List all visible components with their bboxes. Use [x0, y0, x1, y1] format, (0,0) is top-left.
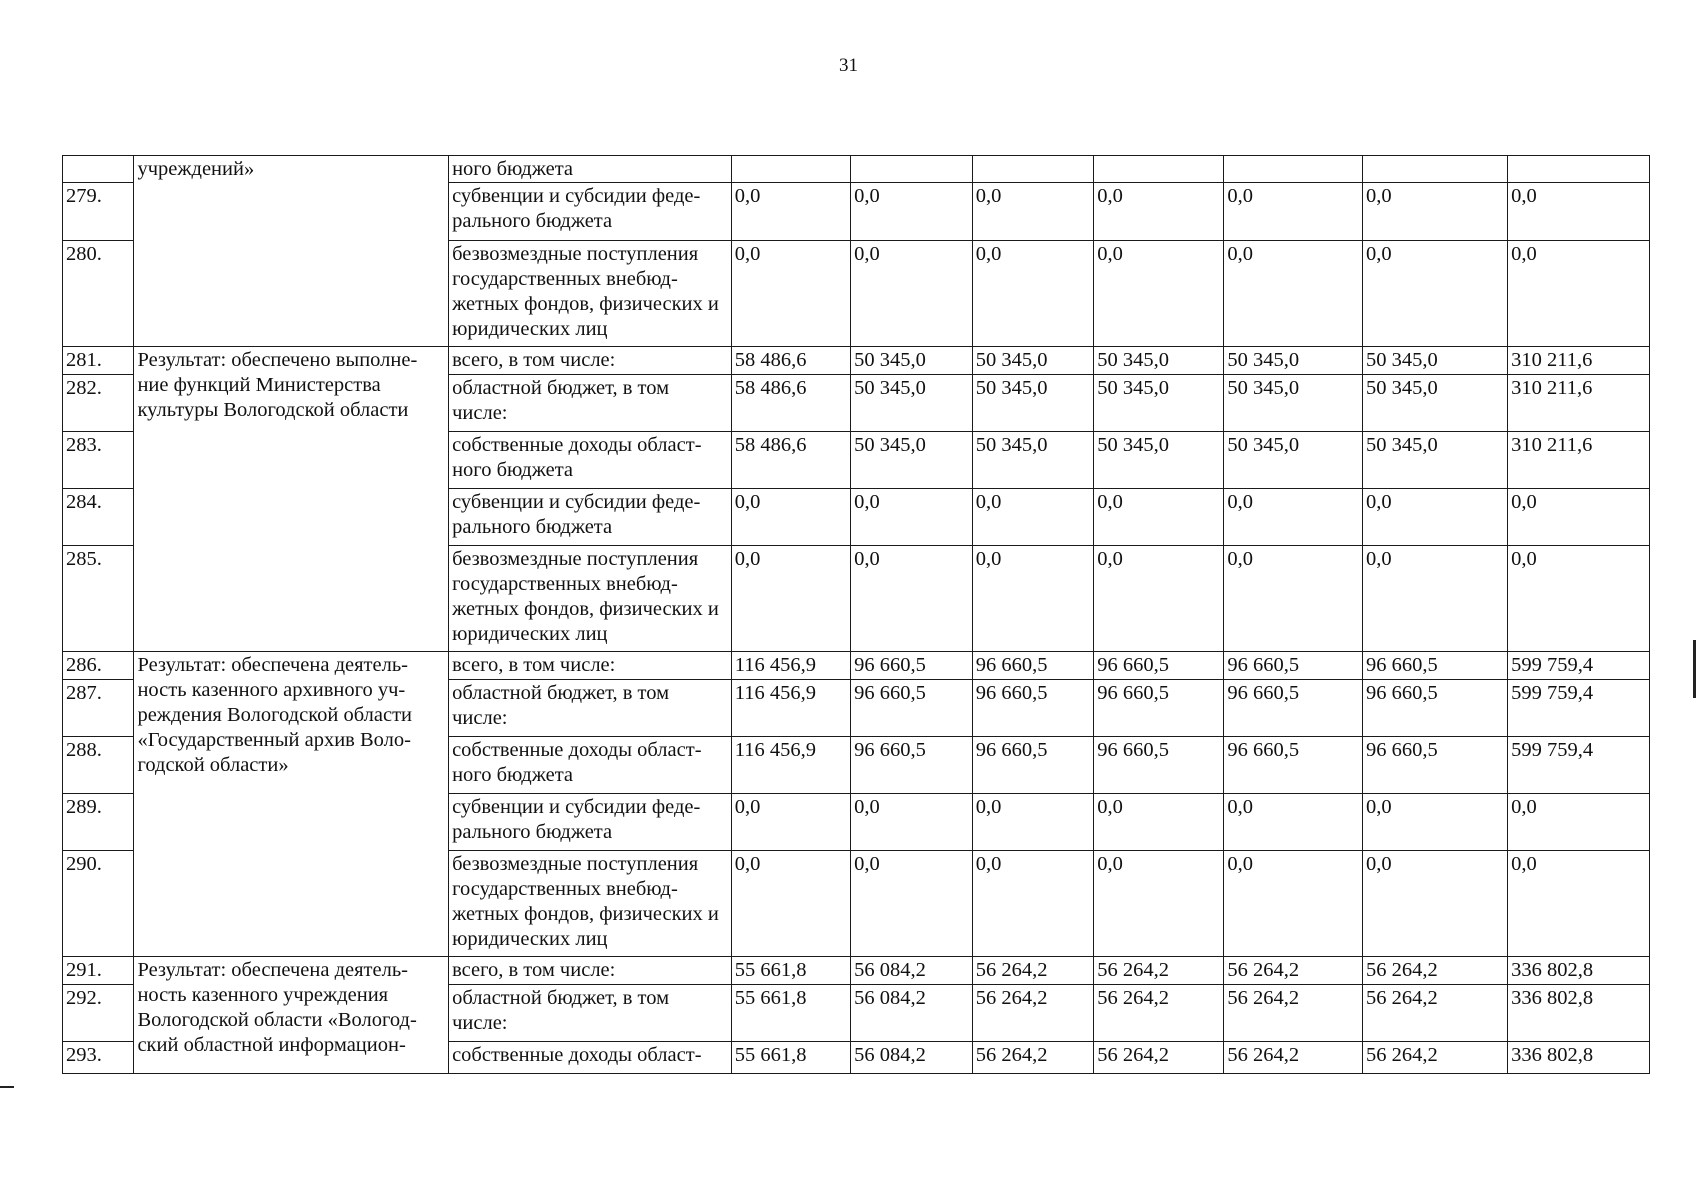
value-cell: 0,0	[1224, 546, 1363, 652]
value-cell: 56 264,2	[1363, 1042, 1508, 1074]
value-cell: 50 345,0	[1094, 375, 1224, 432]
budget-table	[62, 155, 1650, 1074]
value-cell: 56 084,2	[851, 957, 973, 985]
value-cell: 50 345,0	[1224, 347, 1363, 375]
row-number: 279.	[63, 183, 134, 241]
indicator-cell: безвозмездные поступления государственных внебюд-жетных фондов, физических и юридических лиц	[449, 241, 732, 347]
value-cell: 0,0	[1363, 183, 1508, 241]
value-cell: 96 660,5	[1363, 737, 1508, 794]
result-description: Результат: обеспечено выполне-ние функций Министерства культуры Вологодской области	[134, 347, 449, 652]
value-cell: 96 660,5	[851, 652, 973, 680]
value-cell: 56 264,2	[972, 1042, 1094, 1074]
value-cell: 0,0	[1094, 794, 1224, 851]
table-row	[63, 347, 1650, 375]
indicator-cell: областной бюджет, в том числе:	[449, 680, 732, 737]
value-cell: 116 456,9	[731, 737, 850, 794]
result-description: Результат: обеспечена деятель-ность казенного учреждения Вологодской области «Вологод-ский областной информацион-	[134, 957, 449, 1074]
value-cell: 0,0	[972, 241, 1094, 347]
value-cell: 0,0	[972, 183, 1094, 241]
value-cell: 0,0	[1363, 241, 1508, 347]
value-cell: 0,0	[731, 183, 850, 241]
value-cell: 0,0	[1363, 546, 1508, 652]
value-cell	[1363, 156, 1508, 183]
indicator-cell: собственные доходы област-ного бюджета	[449, 432, 732, 489]
value-cell: 599 759,4	[1508, 680, 1650, 737]
value-cell: 0,0	[1094, 183, 1224, 241]
value-cell: 0,0	[972, 794, 1094, 851]
value-cell: 96 660,5	[1363, 652, 1508, 680]
value-cell	[1224, 156, 1363, 183]
value-cell: 56 084,2	[851, 985, 973, 1042]
value-cell: 0,0	[1224, 851, 1363, 957]
value-cell: 0,0	[731, 794, 850, 851]
value-cell: 0,0	[1508, 183, 1650, 241]
row-number: 288.	[63, 737, 134, 794]
row-number: 293.	[63, 1042, 134, 1074]
indicator-cell: областной бюджет, в том числе:	[449, 985, 732, 1042]
value-cell: 0,0	[1363, 794, 1508, 851]
value-cell: 96 660,5	[1363, 680, 1508, 737]
row-number: 292.	[63, 985, 134, 1042]
row-number: 289.	[63, 794, 134, 851]
value-cell: 96 660,5	[851, 680, 973, 737]
row-number	[63, 156, 134, 183]
table-row	[63, 156, 1650, 183]
table-row	[63, 957, 1650, 985]
value-cell: 0,0	[972, 489, 1094, 546]
value-cell: 56 264,2	[972, 985, 1094, 1042]
value-cell: 0,0	[1224, 183, 1363, 241]
value-cell: 96 660,5	[1224, 737, 1363, 794]
value-cell: 599 759,4	[1508, 652, 1650, 680]
value-cell	[851, 156, 973, 183]
value-cell: 0,0	[1094, 851, 1224, 957]
value-cell: 0,0	[972, 851, 1094, 957]
result-description: Результат: обеспечена деятель-ность казенного архивного уч-реждения Вологодской области «Государственный архив Воло-годской области»	[134, 652, 449, 957]
indicator-cell: всего, в том числе:	[449, 957, 732, 985]
value-cell: 0,0	[1508, 794, 1650, 851]
value-cell: 58 486,6	[731, 375, 850, 432]
value-cell: 0,0	[1508, 489, 1650, 546]
value-cell: 336 802,8	[1508, 985, 1650, 1042]
value-cell: 599 759,4	[1508, 737, 1650, 794]
value-cell: 50 345,0	[972, 347, 1094, 375]
value-cell: 0,0	[1094, 489, 1224, 546]
value-cell: 116 456,9	[731, 652, 850, 680]
indicator-cell: собственные доходы област-ного бюджета	[449, 737, 732, 794]
value-cell: 0,0	[851, 489, 973, 546]
value-cell: 0,0	[731, 489, 850, 546]
value-cell: 96 660,5	[1224, 680, 1363, 737]
value-cell: 50 345,0	[1094, 347, 1224, 375]
value-cell: 58 486,6	[731, 432, 850, 489]
row-number: 290.	[63, 851, 134, 957]
indicator-cell: всего, в том числе:	[449, 652, 732, 680]
value-cell: 310 211,6	[1508, 432, 1650, 489]
value-cell: 96 660,5	[1094, 652, 1224, 680]
indicator-cell: собственные доходы област-	[449, 1042, 732, 1074]
value-cell: 50 345,0	[972, 375, 1094, 432]
value-cell: 0,0	[1224, 794, 1363, 851]
value-cell: 56 264,2	[1224, 985, 1363, 1042]
value-cell: 96 660,5	[972, 680, 1094, 737]
value-cell: 56 084,2	[851, 1042, 973, 1074]
value-cell: 50 345,0	[1094, 432, 1224, 489]
indicator-cell: субвенции и субсидии феде-ральнoго бюджета	[449, 183, 732, 241]
row-number: 287.	[63, 680, 134, 737]
value-cell: 0,0	[1508, 851, 1650, 957]
value-cell: 55 661,8	[731, 1042, 850, 1074]
value-cell: 56 264,2	[1094, 1042, 1224, 1074]
indicator-cell: безвозмездные поступления государственных внебюд-жетных фондов, физических и юридических лиц	[449, 546, 732, 652]
value-cell: 55 661,8	[731, 985, 850, 1042]
value-cell: 0,0	[1508, 546, 1650, 652]
value-cell: 0,0	[851, 851, 973, 957]
table-row	[63, 652, 1650, 680]
indicator-cell: всего, в том числе:	[449, 347, 732, 375]
value-cell: 0,0	[731, 241, 850, 347]
value-cell: 336 802,8	[1508, 1042, 1650, 1074]
indicator-cell: областной бюджет, в том числе:	[449, 375, 732, 432]
value-cell: 0,0	[972, 546, 1094, 652]
indicator-cell: субвенции и субсидии феде-рального бюджета	[449, 794, 732, 851]
row-number: 286.	[63, 652, 134, 680]
value-cell: 0,0	[851, 183, 973, 241]
scan-mark	[1693, 640, 1696, 698]
value-cell: 96 660,5	[1094, 737, 1224, 794]
row-number: 280.	[63, 241, 134, 347]
value-cell: 310 211,6	[1508, 347, 1650, 375]
row-number: 281.	[63, 347, 134, 375]
indicator-cell: субвенции и субсидии феде-рального бюджета	[449, 489, 732, 546]
value-cell: 96 660,5	[1094, 680, 1224, 737]
value-cell: 0,0	[851, 794, 973, 851]
value-cell: 96 660,5	[1224, 652, 1363, 680]
value-cell	[1094, 156, 1224, 183]
value-cell: 96 660,5	[851, 737, 973, 794]
value-cell: 55 661,8	[731, 957, 850, 985]
value-cell: 50 345,0	[1363, 347, 1508, 375]
value-cell: 96 660,5	[972, 652, 1094, 680]
value-cell: 56 264,2	[1094, 985, 1224, 1042]
value-cell: 336 802,8	[1508, 957, 1650, 985]
value-cell: 0,0	[731, 546, 850, 652]
value-cell: 96 660,5	[972, 737, 1094, 794]
indicator-cell: ного бюджета	[449, 156, 732, 183]
value-cell: 0,0	[851, 546, 973, 652]
value-cell: 50 345,0	[1224, 375, 1363, 432]
value-cell: 50 345,0	[972, 432, 1094, 489]
value-cell: 50 345,0	[851, 375, 973, 432]
value-cell	[972, 156, 1094, 183]
value-cell	[1508, 156, 1650, 183]
value-cell: 310 211,6	[1508, 375, 1650, 432]
row-number: 283.	[63, 432, 134, 489]
value-cell: 56 264,2	[972, 957, 1094, 985]
row-number: 282.	[63, 375, 134, 432]
result-description: учреждений»	[134, 156, 449, 347]
value-cell: 56 264,2	[1224, 1042, 1363, 1074]
row-number: 291.	[63, 957, 134, 985]
value-cell	[731, 156, 850, 183]
value-cell: 56 264,2	[1363, 985, 1508, 1042]
row-number: 284.	[63, 489, 134, 546]
value-cell: 0,0	[1363, 489, 1508, 546]
value-cell: 50 345,0	[851, 347, 973, 375]
value-cell: 0,0	[1224, 489, 1363, 546]
value-cell: 50 345,0	[1363, 432, 1508, 489]
value-cell: 56 264,2	[1224, 957, 1363, 985]
value-cell: 50 345,0	[851, 432, 973, 489]
scan-mark	[0, 1086, 14, 1088]
value-cell: 58 486,6	[731, 347, 850, 375]
value-cell: 0,0	[1094, 241, 1224, 347]
row-number: 285.	[63, 546, 134, 652]
value-cell: 116 456,9	[731, 680, 850, 737]
value-cell: 0,0	[851, 241, 973, 347]
value-cell: 0,0	[1094, 546, 1224, 652]
value-cell: 50 345,0	[1224, 432, 1363, 489]
page-number: 31	[839, 55, 858, 76]
value-cell: 56 264,2	[1363, 957, 1508, 985]
indicator-cell: безвозмездные поступления государственных внебюд-жетных фондов, физических и юридических лиц	[449, 851, 732, 957]
value-cell: 0,0	[1224, 241, 1363, 347]
value-cell: 0,0	[1508, 241, 1650, 347]
value-cell: 0,0	[1363, 851, 1508, 957]
value-cell: 50 345,0	[1363, 375, 1508, 432]
value-cell: 0,0	[731, 851, 850, 957]
value-cell: 56 264,2	[1094, 957, 1224, 985]
